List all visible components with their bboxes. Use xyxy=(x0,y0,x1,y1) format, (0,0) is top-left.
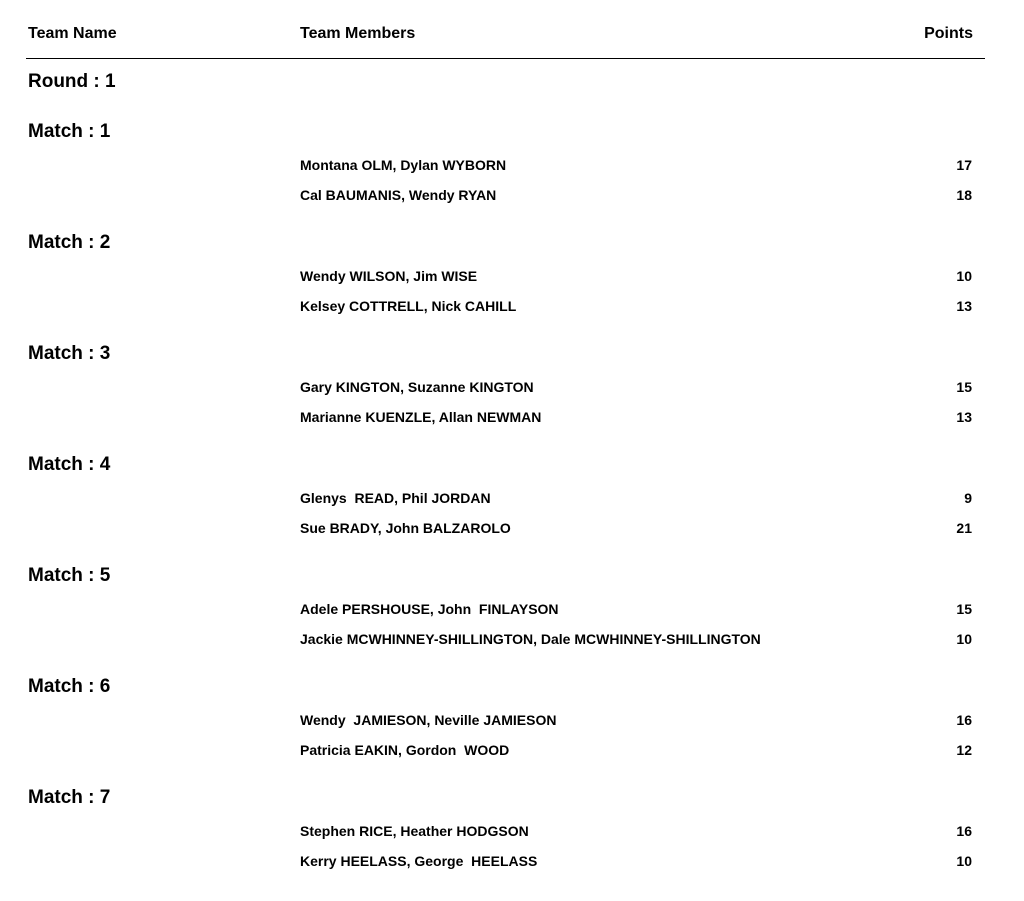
match-section xyxy=(0,232,1024,343)
match-title: Match : 3 xyxy=(28,343,111,364)
team-points: 15 xyxy=(956,601,972,617)
header-divider xyxy=(26,58,985,59)
team-points: 16 xyxy=(956,823,972,839)
team-points: 12 xyxy=(956,742,972,758)
team-points: 18 xyxy=(956,187,972,203)
team-members-column-header: Team Members xyxy=(300,25,416,42)
table-header xyxy=(0,0,1024,60)
match-title: Match : 6 xyxy=(28,676,111,697)
team-points: 17 xyxy=(956,157,972,173)
team-row xyxy=(0,851,1024,871)
team-row xyxy=(0,740,1024,760)
match-title: Match : 4 xyxy=(28,454,111,475)
match-section xyxy=(0,676,1024,787)
team-members: Patricia EAKIN, Gordon WOOD xyxy=(300,742,510,758)
team-points: 10 xyxy=(956,631,972,647)
round-title: Round : 1 xyxy=(28,71,116,92)
team-members: Jackie MCWHINNEY-SHILLINGTON, Dale MCWHINNEY-SHILLINGTON xyxy=(300,631,761,647)
team-points: 9 xyxy=(964,490,972,506)
team-members: Wendy JAMIESON, Neville JAMIESON xyxy=(300,712,557,728)
team-row xyxy=(0,488,1024,508)
team-members: Kerry HEELASS, George HEELASS xyxy=(300,853,538,869)
match-title: Match : 1 xyxy=(28,121,111,142)
team-row xyxy=(0,185,1024,205)
match-section xyxy=(0,787,1024,898)
team-points: 10 xyxy=(956,268,972,284)
team-row xyxy=(0,155,1024,175)
team-row xyxy=(0,518,1024,538)
team-members: Glenys READ, Phil JORDAN xyxy=(300,490,491,506)
team-row xyxy=(0,407,1024,427)
team-row xyxy=(0,377,1024,397)
team-name-column-header: Team Name xyxy=(28,25,117,42)
points-column-header: Points xyxy=(924,25,973,42)
match-title: Match : 5 xyxy=(28,565,111,586)
team-members: Sue BRADY, John BALZAROLO xyxy=(300,520,511,536)
team-points: 21 xyxy=(956,520,972,536)
team-members: Gary KINGTON, Suzanne KINGTON xyxy=(300,379,534,395)
match-section xyxy=(0,343,1024,454)
team-points: 13 xyxy=(956,409,972,425)
team-row xyxy=(0,629,1024,649)
team-members: Marianne KUENZLE, Allan NEWMAN xyxy=(300,409,542,425)
team-members: Wendy WILSON, Jim WISE xyxy=(300,268,478,284)
team-members: Kelsey COTTRELL, Nick CAHILL xyxy=(300,298,517,314)
match-list xyxy=(0,121,1024,898)
match-title: Match : 7 xyxy=(28,787,111,808)
team-members: Adele PERSHOUSE, John FINLAYSON xyxy=(300,601,559,617)
match-section xyxy=(0,454,1024,565)
match-title: Match : 2 xyxy=(28,232,111,253)
team-points: 16 xyxy=(956,712,972,728)
team-row xyxy=(0,710,1024,730)
team-row xyxy=(0,599,1024,619)
team-row xyxy=(0,266,1024,286)
match-section xyxy=(0,121,1024,232)
team-points: 15 xyxy=(956,379,972,395)
team-row xyxy=(0,296,1024,316)
team-members: Montana OLM, Dylan WYBORN xyxy=(300,157,507,173)
team-members: Stephen RICE, Heather HODGSON xyxy=(300,823,529,839)
team-row xyxy=(0,821,1024,841)
team-points: 10 xyxy=(956,853,972,869)
team-points: 13 xyxy=(956,298,972,314)
match-section xyxy=(0,565,1024,676)
team-members: Cal BAUMANIS, Wendy RYAN xyxy=(300,187,497,203)
